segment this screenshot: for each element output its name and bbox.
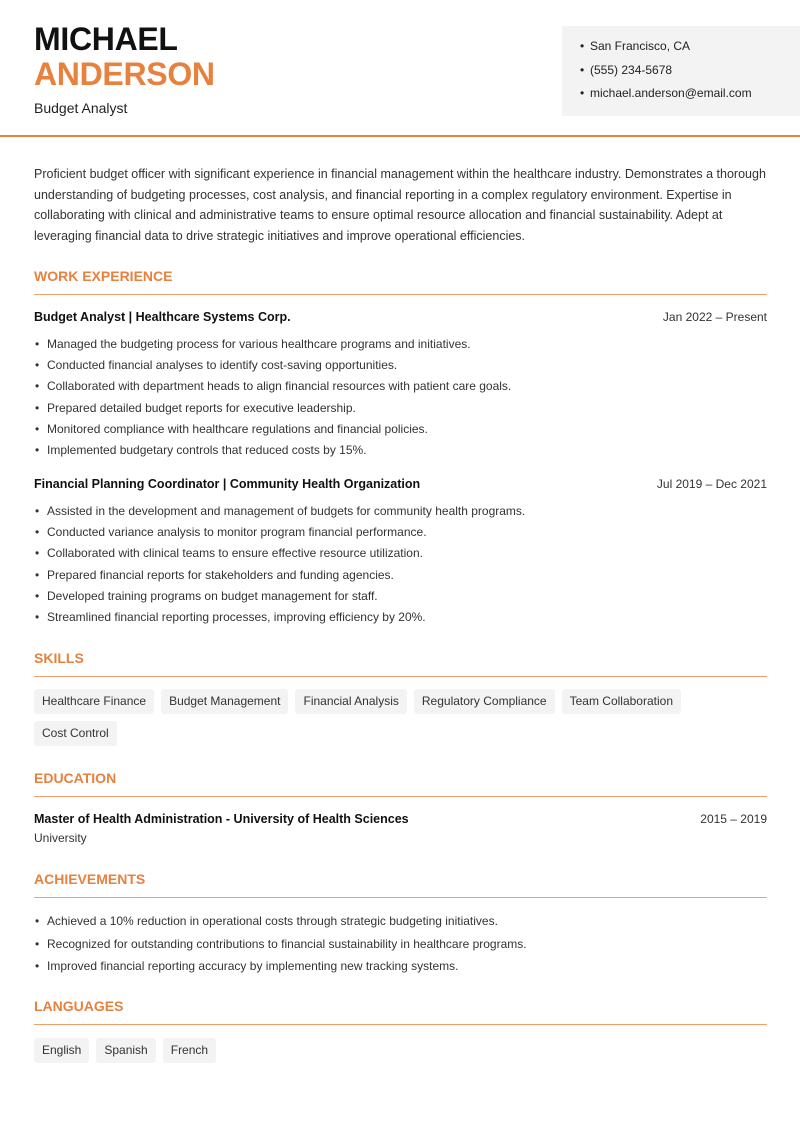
section-title-languages: LANGUAGES [34, 998, 767, 1025]
skill-tag: Healthcare Finance [34, 689, 154, 714]
section-title-education: EDUCATION [34, 770, 767, 797]
skills-tags [34, 689, 767, 746]
job-dates: Jan 2022 – Present [662, 310, 767, 324]
contact-box [562, 26, 800, 116]
contact-phone: • (555) 234-5678 [580, 62, 800, 86]
job-bullets [34, 336, 767, 463]
language-tag: English [34, 1038, 89, 1063]
job-dates: Jul 2019 – Dec 2021 [656, 477, 767, 491]
achievement-bullets [34, 913, 767, 981]
candidate-name [34, 22, 215, 92]
list-item: • Recognized for outstanding contributions to financial sustainability in healthcare programs. [34, 936, 767, 959]
language-tag: French [163, 1038, 216, 1063]
section-title-achievements: ACHIEVEMENTS [34, 871, 767, 898]
professional-summary: Proficient budget officer with significant experience in financial management within the healthcare industry. Demonstrates a thorough understanding of budgeting processes, cost analysis, and financial reporting in a complex regulatory environment. Expertise in collaborating with clinical and administrative teams to ensure optimal resource allocation and financial sustainability. Adept at leveraging financial data to drive strategic initiatives and improve operational efficiencies. [34, 167, 766, 244]
list-item: • Prepared detailed budget reports for executive leadership. [34, 400, 767, 421]
job-role: Budget Analyst | Healthcare Systems Corp. [34, 310, 291, 324]
job-header [34, 310, 767, 324]
list-item: • Achieved a 10% reduction in operational costs through strategic budgeting initiatives. [34, 913, 767, 936]
skill-tag: Budget Management [161, 689, 288, 714]
skill-tag: Regulatory Compliance [414, 689, 555, 714]
list-item: • Monitored compliance with healthcare regulations and financial policies. [34, 421, 767, 442]
list-item: • Collaborated with clinical teams to ensure effective resource utilization. [34, 545, 767, 566]
degree-name: Master of Health Administration - University of Health Sciences [34, 812, 409, 826]
job-role: Financial Planning Coordinator | Community Health Organization [34, 477, 421, 491]
first-name: MICHAEL [34, 21, 178, 57]
skill-tag: Team Collaboration [562, 689, 681, 714]
list-item: • Prepared financial reports for stakeholders and funding agencies. [34, 567, 767, 588]
list-item: • Assisted in the development and management of budgets for community health programs. [34, 503, 767, 524]
list-item: • Streamlined financial reporting processes, improving efficiency by 20%. [34, 609, 767, 630]
job-bullets [34, 503, 767, 630]
section-title-work: WORK EXPERIENCE [34, 268, 767, 295]
education-dates: 2015 – 2019 [700, 812, 767, 826]
list-item: • Managed the budgeting process for various healthcare programs and initiatives. [34, 336, 767, 357]
list-item: • Conducted variance analysis to monitor program financial performance. [34, 524, 767, 545]
job-header [34, 477, 767, 491]
list-item: • Implemented budgetary controls that reduced costs by 15%. [34, 442, 767, 463]
section-title-skills: SKILLS [34, 650, 767, 677]
resume-header [0, 0, 800, 137]
contact-email[interactable]: • michael.anderson@email.com [580, 85, 800, 109]
list-item: • Collaborated with department heads to align financial resources with patient care goals. [34, 378, 767, 399]
list-item: • Conducted financial analyses to identify cost-saving opportunities. [34, 357, 767, 378]
education-institution: University [34, 831, 87, 845]
last-name: ANDERSON [34, 56, 215, 92]
language-tag: Spanish [96, 1038, 155, 1063]
list-item: • Developed training programs on budget management for staff. [34, 588, 767, 609]
education-header [34, 812, 767, 826]
job-title: Budget Analyst [34, 100, 128, 116]
skill-tag: Financial Analysis [295, 689, 406, 714]
skill-tag: Cost Control [34, 721, 117, 746]
language-tags [34, 1038, 767, 1063]
contact-location: • San Francisco, CA [580, 38, 800, 62]
list-item: • Improved financial reporting accuracy by implementing new tracking systems. [34, 958, 767, 981]
